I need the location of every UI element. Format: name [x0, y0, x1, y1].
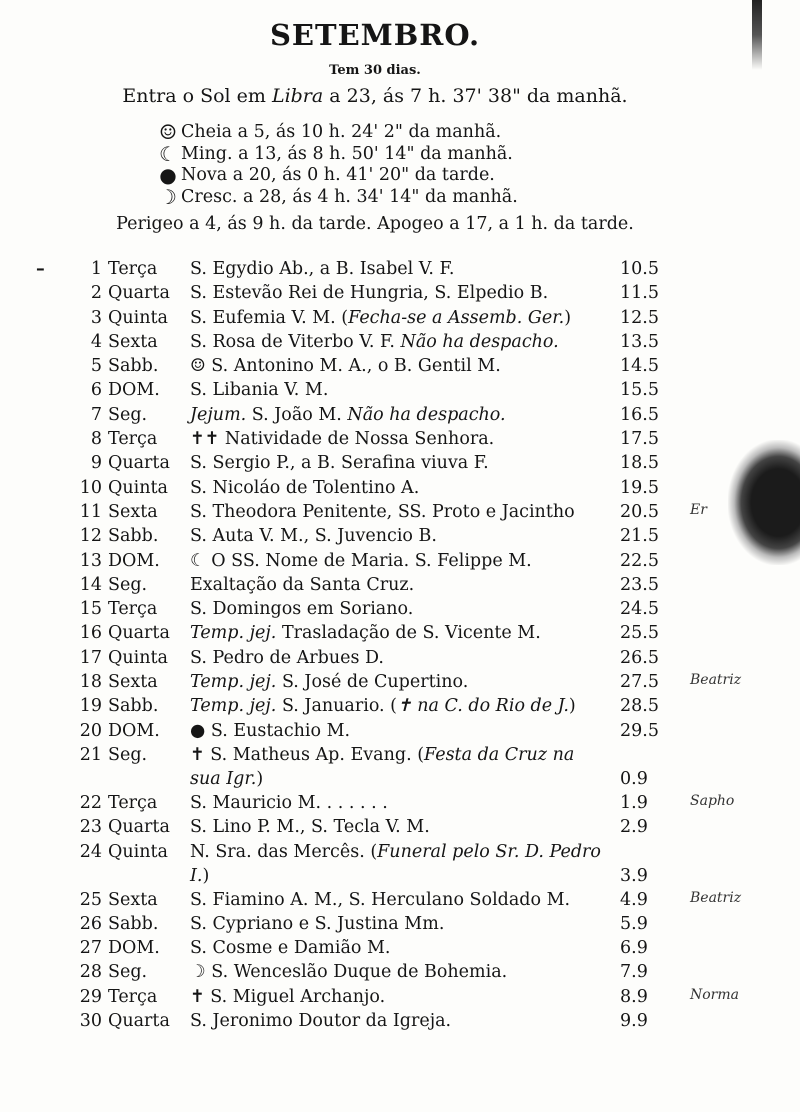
weekday: Quarta	[108, 283, 170, 304]
moon-age: 14.5	[620, 356, 659, 377]
moon-age: 13.5	[620, 331, 659, 352]
moon-age: 17.5	[620, 429, 659, 450]
weekday: Terça	[108, 259, 158, 279]
moon-phase-text: Ming. a 13, ás 8 h. 50' 14" da manhã.	[181, 143, 513, 164]
moon-age: 6.9	[620, 938, 648, 959]
calendar-row	[0, 888, 800, 912]
moon-phase-text: Cresc. a 28, ás 4 h. 34' 14" da manhã.	[181, 186, 518, 207]
moon-age: 27.5	[620, 672, 659, 693]
day-number: 26	[79, 913, 102, 934]
calendar-row	[0, 791, 800, 815]
moon-phase-row	[155, 141, 518, 166]
weekday: Sexta	[108, 889, 158, 910]
moon-age: 4.9	[620, 889, 648, 910]
saint-entry: Temp. jej. Trasladação de S. Vicente M.	[190, 623, 541, 644]
sun-entry: Entra o Sol em Libra a 23, ás 7 h. 37' 38" da manhã.	[122, 85, 628, 107]
moon-age: 29.5	[620, 720, 659, 741]
saint-entry: ✝ S. Miguel Archanjo.	[190, 986, 386, 1007]
calendar-row	[0, 281, 800, 305]
calendar-row	[0, 451, 800, 475]
day-number: 21	[79, 744, 102, 765]
weekday: Sabb.	[108, 696, 159, 717]
moon-age: 23.5	[620, 574, 659, 595]
saint-entry: S. Pedro de Arbues D.	[190, 647, 384, 668]
full-moon-icon: ☺	[159, 120, 177, 144]
weekday: Seg.	[108, 962, 148, 983]
calendar-row	[0, 985, 800, 1009]
moon-age: 25.5	[620, 623, 659, 644]
moon-phase-text: Nova a 20, ás 0 h. 41' 20" da tarde.	[181, 165, 495, 185]
weekday: Quinta	[108, 307, 168, 328]
weekday: Sabb.	[108, 913, 159, 934]
weekday: Sexta	[108, 672, 158, 693]
day-number: 17	[79, 647, 102, 668]
saint-entry: S. Auta V. M., S. Juvencio B.	[190, 526, 437, 547]
weekday: DOM.	[108, 938, 160, 959]
saint-entry: S. Estevão Rei de Hungria, S. Elpedio B.	[190, 283, 549, 304]
moon-phase-text: Cheia a 5, ás 10 h. 24' 2" da manhã.	[181, 122, 502, 142]
saint-entry: Exaltação da Santa Cruz.	[190, 574, 415, 595]
moon-phase-row	[155, 184, 518, 209]
calendar-row	[0, 549, 800, 573]
moon-age: 0.9	[620, 768, 648, 789]
day-number: 29	[79, 986, 102, 1007]
saint-entry: ● S. Eustachio M.	[190, 720, 351, 741]
moon-age: 8.9	[620, 986, 648, 1007]
weekday: DOM.	[108, 720, 160, 741]
moon-age: 26.5	[620, 647, 659, 668]
moon-age: 15.5	[620, 380, 659, 401]
handwritten-note: Beatriz	[690, 889, 742, 906]
saint-entry: S. Libania V. M.	[190, 380, 329, 401]
day-number: 22	[79, 792, 102, 813]
saint-entry: S. Nicoláo de Tolentino A.	[190, 477, 420, 498]
day-number: 27	[79, 938, 102, 959]
saint-entry: ☺ S. Antonino M. A., o B. Gentil M.	[190, 356, 501, 377]
moon-age: 20.5	[620, 501, 659, 522]
weekday: Quarta	[108, 817, 170, 838]
moon-age: 7.9	[620, 962, 648, 983]
day-number: 2	[90, 283, 102, 304]
weekday: Quinta	[108, 477, 168, 498]
calendar-row	[0, 500, 800, 524]
calendar-row	[0, 1009, 800, 1033]
saint-entry: S. Jeronimo Doutor da Igreja.	[190, 1011, 452, 1032]
weekday: Quarta	[108, 623, 170, 644]
day-number: 30	[79, 1011, 102, 1032]
day-number: 10	[79, 477, 102, 498]
pencil-mark-icon: –	[36, 259, 45, 279]
day-number: 18	[79, 672, 102, 693]
weekday: Seg.	[108, 744, 148, 765]
saint-entry: S. Lino P. M., S. Tecla V. M.	[190, 817, 430, 838]
calendar-row	[0, 573, 800, 597]
weekday: DOM.	[108, 380, 160, 401]
day-number: 3	[90, 307, 102, 328]
weekday: Quarta	[108, 1011, 170, 1032]
saint-entry: S. Egydio Ab., a B. Isabel V. F.	[190, 259, 455, 279]
calendar-row	[0, 427, 800, 451]
day-number: 4	[90, 331, 102, 352]
moon-age: 21.5	[620, 526, 659, 547]
saint-entry: S. Domingos em Soriano.	[190, 599, 414, 620]
weekday: Seg.	[108, 574, 148, 595]
handwritten-note: Norma	[690, 986, 739, 1003]
saint-entry: N. Sra. das Mercês. (Funeral pelo Sr. D. Pedro I.)	[190, 841, 601, 886]
day-number: 7	[90, 404, 102, 425]
day-number: 23	[79, 817, 102, 838]
weekday: Quarta	[108, 453, 170, 474]
calendar-row	[0, 719, 800, 743]
weekday: Terça	[108, 599, 158, 620]
saint-entry: Temp. jej. S. José de Cupertino.	[190, 672, 469, 693]
calendar-row	[0, 354, 800, 378]
day-number: 13	[79, 550, 102, 571]
moon-age: 2.9	[620, 817, 648, 838]
day-number: 14	[79, 574, 102, 595]
calendar-row	[0, 378, 800, 402]
days-count: Tem 30 dias.	[329, 63, 421, 78]
saint-entry: S. Eufemia V. M. (Fecha-se a Assemb. Ger.)	[190, 307, 572, 328]
moon-age: 22.5	[620, 550, 659, 571]
weekday: Terça	[108, 986, 158, 1007]
day-number: 12	[79, 526, 102, 547]
weekday: Sabb.	[108, 356, 159, 377]
day-number: 20	[79, 720, 102, 741]
saint-entry: ☾ O SS. Nome de Maria. S. Felippe M.	[190, 550, 532, 571]
calendar-row	[0, 257, 800, 281]
calendar-row	[0, 330, 800, 354]
saint-entry: S. Mauricio M. . . . . . .	[190, 792, 388, 813]
saint-entry: ✝✝ Natividade de Nossa Senhora.	[190, 429, 495, 450]
new-moon-icon: ●	[159, 163, 177, 187]
calendar-row	[0, 403, 800, 427]
weekday: Sexta	[108, 331, 158, 352]
day-number: 24	[79, 841, 102, 862]
moon-age: 10.5	[620, 259, 659, 279]
moon-age: 9.9	[620, 1011, 648, 1032]
saint-entry: Temp. jej. S. Januario. (✝ na C. do Rio de J.)	[190, 696, 576, 717]
saint-entry: S. Rosa de Viterbo V. F. Não ha despacho.	[190, 331, 559, 352]
handwritten-note: Sapho	[690, 793, 735, 809]
last-quarter-icon: ☾	[159, 141, 177, 166]
day-number: 15	[79, 599, 102, 620]
calendar-row	[0, 960, 800, 984]
moon-age: 12.5	[620, 307, 659, 328]
day-number: 1	[90, 259, 102, 279]
saint-entry: S. Sergio P., a B. Serafina viuva F.	[190, 453, 489, 474]
saint-entry: S. Fiamino A. M., S. Herculano Soldado M.	[190, 889, 571, 910]
first-quarter-icon: ☽	[159, 184, 177, 209]
saint-entry: ☽ S. Wenceslão Duque de Bohemia.	[190, 962, 508, 983]
saint-entry: S. Cypriano e S. Justina Mm.	[190, 913, 445, 934]
calendar-row	[0, 597, 800, 621]
calendar-row	[0, 524, 800, 548]
saint-entry: S. Cosme e Damião M.	[190, 938, 391, 959]
moon-phases	[155, 122, 518, 208]
day-number: 16	[79, 623, 102, 644]
day-number: 9	[90, 453, 102, 474]
saint-entry: S. Theodora Penitente, SS. Proto e Jacintho	[190, 501, 575, 522]
saint-entry: ✝ S. Matheus Ap. Evang. (Festa da Cruz na sua Igr.)	[190, 744, 575, 789]
weekday: Seg.	[108, 404, 148, 425]
day-number: 6	[90, 380, 102, 401]
handwritten-note: Beatriz	[690, 672, 742, 689]
moon-age: 18.5	[620, 453, 659, 474]
moon-age: 1.9	[620, 792, 648, 813]
calendar-row	[0, 743, 800, 791]
page-edge-shadow	[752, 0, 762, 70]
moon-phase-row	[155, 165, 518, 187]
calendar-row	[0, 306, 800, 330]
calendar-row	[0, 646, 800, 670]
moon-phase-row	[155, 122, 518, 144]
calendar-row	[0, 621, 800, 645]
moon-age: 16.5	[620, 404, 659, 425]
calendar-row	[0, 476, 800, 500]
calendar-row	[0, 815, 800, 839]
calendar-row	[0, 694, 800, 718]
moon-age: 28.5	[620, 696, 659, 717]
day-number: 11	[79, 501, 102, 522]
moon-age: 11.5	[620, 283, 659, 304]
perigee-apogee: Perigeo a 4, ás 9 h. da tarde. Apogeo a 17, a 1 h. da tarde.	[116, 214, 634, 234]
day-number: 28	[79, 962, 102, 983]
calendar-list	[0, 257, 800, 1033]
calendar-row	[0, 840, 800, 888]
calendar-row	[0, 912, 800, 936]
weekday: Quinta	[108, 647, 168, 668]
calendar-row	[0, 670, 800, 694]
weekday: DOM.	[108, 550, 160, 571]
calendar-row	[0, 936, 800, 960]
moon-age: 5.9	[620, 913, 648, 934]
weekday: Quinta	[108, 841, 168, 862]
moon-age: 3.9	[620, 865, 648, 886]
weekday: Terça	[108, 792, 158, 813]
day-number: 25	[79, 889, 102, 910]
moon-age: 24.5	[620, 599, 659, 620]
day-number: 8	[90, 429, 102, 450]
weekday: Sabb.	[108, 526, 159, 547]
moon-age: 19.5	[620, 477, 659, 498]
weekday: Sexta	[108, 501, 158, 522]
saint-entry: Jejum. S. João M. Não ha despacho.	[190, 404, 506, 425]
weekday: Terça	[108, 429, 158, 450]
month-title: SETEMBRO.	[269, 18, 481, 52]
handwritten-note: Er	[690, 502, 707, 518]
day-number: 5	[90, 356, 102, 377]
day-number: 19	[79, 696, 102, 717]
